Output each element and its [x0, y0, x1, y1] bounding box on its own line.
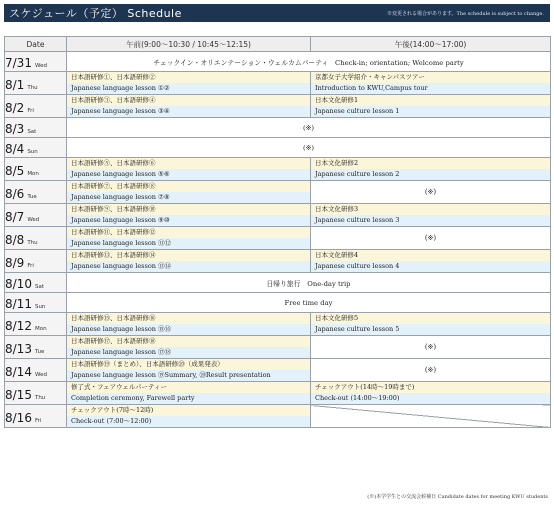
- full-day-activity: Free time day: [67, 293, 551, 313]
- date-cell: [5, 336, 67, 359]
- date-text: 8/7: [5, 209, 25, 224]
- table-row: [5, 293, 551, 313]
- date-text: 8/11: [5, 297, 32, 311]
- schedule-header: [4, 4, 550, 22]
- date-cell: [5, 138, 67, 158]
- table-row: [5, 204, 551, 227]
- change-note: ※変更される場合があります。The schedule is subject to change.: [386, 10, 544, 17]
- date-column-header: Date: [5, 37, 67, 52]
- activity-jp: 修了式・フェアウェルパーティー: [67, 382, 310, 393]
- table-row: [5, 382, 551, 405]
- table-row: [5, 405, 551, 428]
- date-text: 8/4: [5, 142, 25, 156]
- activity-jp: 日本語研修⑬、日本語研修⑭: [67, 250, 310, 261]
- weekday-text: Sun: [34, 304, 46, 310]
- candidate-date-marker: (※): [311, 336, 551, 359]
- activity-en: Japanese culture lesson 5: [311, 324, 550, 335]
- date-text: 8/9: [5, 255, 25, 270]
- activity-en: Japanese culture lesson 2: [311, 169, 550, 180]
- activity-jp: 日本語研修⑰、日本語研修⑱: [67, 336, 310, 347]
- header-row: [5, 37, 551, 52]
- morning-activity: [67, 250, 311, 273]
- morning-activity: [67, 95, 311, 118]
- weekday-text: Thu: [27, 239, 38, 246]
- date-cell: [5, 250, 67, 273]
- schedule-title: スケジュール（予定） Schedule: [9, 7, 182, 20]
- activity-jp: 日本語研修⑦、日本語研修⑧: [67, 181, 310, 192]
- activity-en: Japanese language lesson ⑮⑯: [67, 324, 310, 335]
- weekday-text: Tue: [34, 348, 45, 355]
- activity-jp: 日本文化研修2: [311, 158, 550, 169]
- date-cell: [5, 313, 67, 336]
- table-row: [5, 138, 551, 158]
- morning-activity: [67, 227, 311, 250]
- morning-activity: [67, 359, 311, 382]
- weekday-text: Sun: [27, 149, 38, 155]
- afternoon-activity: [311, 250, 551, 273]
- activity-en: Japanese language lesson ⑪⑫: [67, 238, 310, 249]
- date-cell: [5, 204, 67, 227]
- date-cell: [5, 405, 67, 428]
- activity-en: Japanese language lesson ⑤⑥: [67, 169, 310, 180]
- table-row: [5, 52, 551, 72]
- activity-jp: 日本語研修⑲（まとめ）、日本語研修⑳（成果発表）: [67, 359, 310, 370]
- date-text: 8/10: [5, 277, 32, 291]
- activity-jp: 日本文化研修5: [311, 313, 550, 324]
- morning-column-header: 午前(9:00～10:30 / 10:45～12:15): [67, 37, 311, 52]
- activity-en: Japanese language lesson ⑬⑭: [67, 261, 310, 272]
- activity-en: Japanese language lesson ⑰⑱: [67, 347, 310, 358]
- date-cell: [5, 382, 67, 405]
- date-text: 8/3: [5, 122, 25, 136]
- activity-en: Introduction to KWU,Campus tour: [311, 83, 550, 94]
- activity-en: Japanese culture lesson 4: [311, 261, 550, 272]
- afternoon-activity: [311, 158, 551, 181]
- date-text: 8/6: [5, 186, 25, 201]
- morning-activity: [67, 72, 311, 95]
- date-cell: [5, 95, 67, 118]
- weekday-text: Sat: [27, 129, 37, 135]
- activity-en: Japanese culture lesson 3: [311, 215, 550, 226]
- afternoon-activity: [311, 313, 551, 336]
- table-row: [5, 72, 551, 95]
- full-day-activity: (※): [67, 138, 551, 158]
- activity-jp: 日本語研修①、日本語研修②: [67, 72, 310, 83]
- activity-en: Japanese language lesson ⑲Summary, ⑳Result presentation: [67, 370, 310, 381]
- weekday-text: Tue: [27, 193, 37, 200]
- morning-activity: [67, 158, 311, 181]
- table-row: [5, 95, 551, 118]
- activity-en: Check-out (7:00～12:00): [67, 416, 310, 427]
- afternoon-activity: [311, 204, 551, 227]
- weekday-text: Wed: [34, 371, 47, 378]
- morning-activity: [67, 405, 311, 428]
- morning-activity: [67, 181, 311, 204]
- morning-activity: [67, 336, 311, 359]
- weekday-text: Thu: [27, 84, 38, 91]
- afternoon-activity: [311, 382, 551, 405]
- weekday-text: Fri: [34, 417, 42, 424]
- weekday-text: Mon: [27, 170, 39, 177]
- activity-en: Japanese language lesson ③④: [67, 106, 310, 117]
- activity-jp: チェックアウト(14時～19時まで): [311, 382, 550, 393]
- candidate-date-marker: (※): [311, 359, 551, 382]
- table-row: [5, 313, 551, 336]
- full-day-activity: チェックイン・オリエンテーション・ウェルカムパーティ Check-in; orientation; Welcome party: [67, 52, 551, 72]
- full-day-activity: (※): [67, 118, 551, 138]
- weekday-text: Fri: [27, 262, 34, 269]
- afternoon-activity: [311, 95, 551, 118]
- activity-en: Check-out (14:00～19:00): [311, 393, 550, 404]
- date-cell: [5, 227, 67, 250]
- table-row: [5, 336, 551, 359]
- date-text: 8/12: [5, 318, 32, 333]
- activity-jp: 日本語研修⑤、日本語研修⑥: [67, 158, 310, 169]
- weekday-text: Wed: [27, 216, 40, 223]
- activity-en: Completion ceremony, Farewell party: [67, 393, 310, 404]
- activity-jp: 日本文化研修4: [311, 250, 550, 261]
- activity-en: Japanese language lesson ⑨⑩: [67, 215, 310, 226]
- table-row: [5, 181, 551, 204]
- table-row: [5, 250, 551, 273]
- candidate-date-marker: (※): [311, 227, 551, 250]
- date-text: 8/8: [5, 232, 25, 247]
- activity-jp: 日本文化研修3: [311, 204, 550, 215]
- activity-jp: 日本語研修⑮、日本語研修⑯: [67, 313, 310, 324]
- date-text: 8/16: [5, 410, 32, 425]
- date-cell: [5, 181, 67, 204]
- afternoon-column-header: 午後(14:00～17:00): [311, 37, 551, 52]
- activity-jp: 京都女子大学紹介・キャンパスツアー: [311, 72, 550, 83]
- table-row: [5, 158, 551, 181]
- table-row: [5, 227, 551, 250]
- date-text: 8/13: [5, 341, 32, 356]
- weekday-text: Fri: [27, 107, 34, 114]
- activity-en: Japanese language lesson ⑦⑧: [67, 192, 310, 203]
- table-row: [5, 359, 551, 382]
- table-row: [5, 273, 551, 293]
- date-cell: [5, 158, 67, 181]
- date-cell: [5, 52, 67, 72]
- date-text: 8/2: [5, 100, 25, 115]
- activity-en: Japanese language lesson ①②: [67, 83, 310, 94]
- schedule-table: [4, 36, 551, 428]
- candidate-date-marker: (※): [311, 181, 551, 204]
- table-row: [5, 118, 551, 138]
- weekday-text: Sat: [34, 284, 44, 290]
- date-cell: [5, 72, 67, 95]
- full-day-activity: 日帰り旅行 One-day trip: [67, 273, 551, 293]
- afternoon-activity: [311, 72, 551, 95]
- date-text: 8/14: [5, 364, 32, 379]
- date-cell: [5, 118, 67, 138]
- date-cell: [5, 293, 67, 313]
- activity-en: Japanese culture lesson 1: [311, 106, 550, 117]
- activity-jp: 日本語研修⑪、日本語研修⑫: [67, 227, 310, 238]
- date-text: 7/31: [5, 56, 32, 70]
- footnote: (※)本学学生との交流会候補日 Candidate dates for meeting KWU students: [367, 494, 548, 500]
- weekday-text: Mon: [34, 325, 47, 332]
- weekday-text: Thu: [34, 394, 46, 401]
- activity-jp: 日本語研修③、日本語研修④: [67, 95, 310, 106]
- morning-activity: [67, 382, 311, 405]
- date-text: 8/5: [5, 163, 25, 178]
- weekday-text: Wed: [34, 63, 47, 69]
- activity-jp: チェックアウト(7時～12時): [67, 405, 310, 416]
- date-cell: [5, 359, 67, 382]
- activity-jp: 日本文化研修1: [311, 95, 550, 106]
- date-text: 8/15: [5, 387, 32, 402]
- morning-activity: [67, 204, 311, 227]
- date-text: 8/1: [5, 77, 25, 92]
- activity-jp: 日本語研修⑨、日本語研修⑩: [67, 204, 310, 215]
- morning-activity: [67, 313, 311, 336]
- date-cell: [5, 273, 67, 293]
- empty-slot-diagonal: [311, 405, 551, 428]
